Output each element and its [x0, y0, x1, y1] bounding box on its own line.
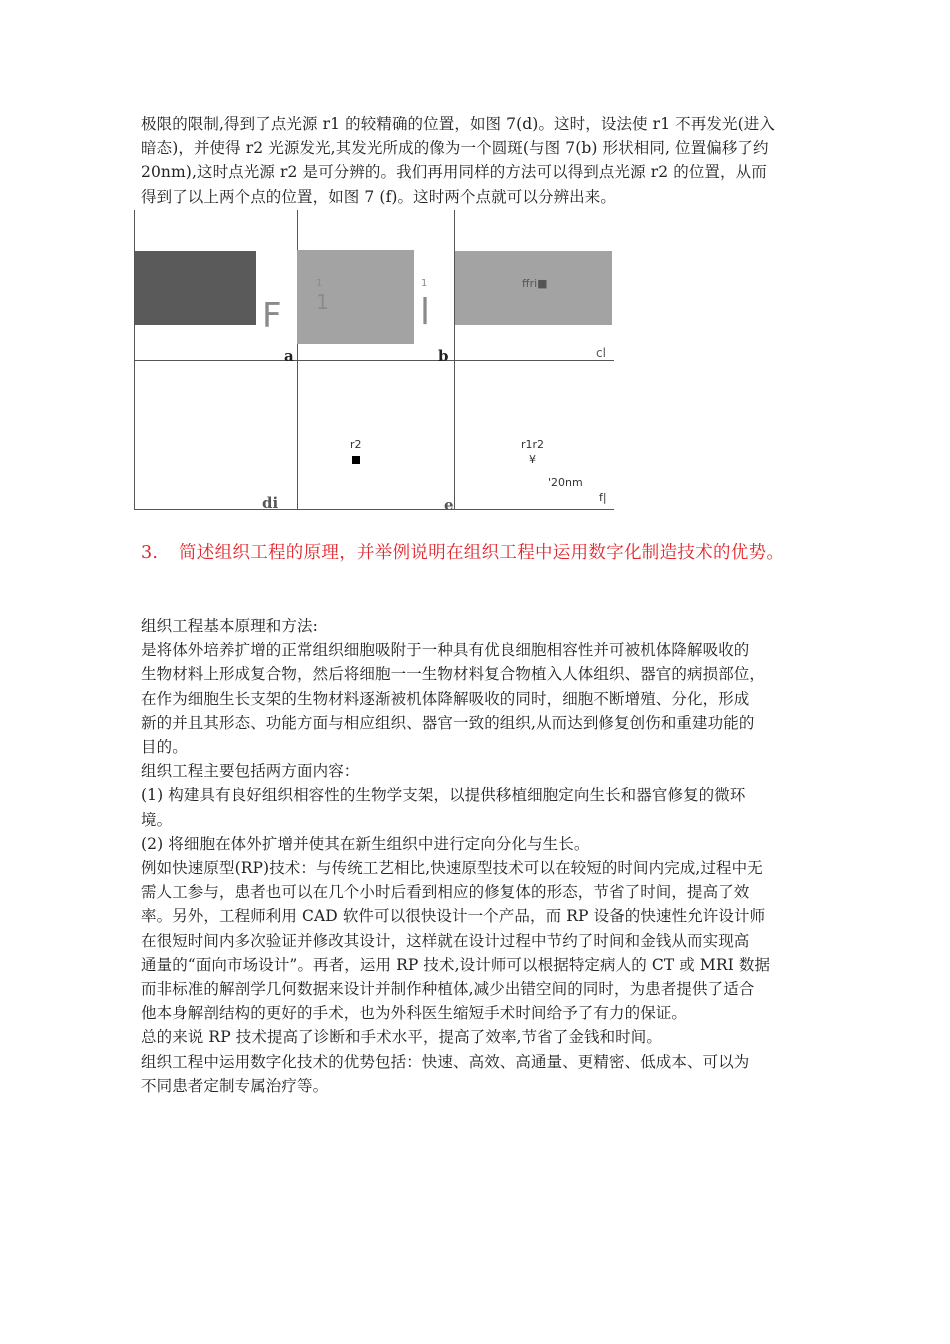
- text-line: 组织工程中运用数字化技术的优势包括：快速、高效、高通量、更精密、低成本、可以为: [141, 1052, 750, 1071]
- question-number: 3.: [141, 543, 159, 563]
- intro-paragraph: [141, 112, 813, 209]
- point-r2-marker: [352, 456, 360, 464]
- panel-b-large-label: 1: [316, 290, 329, 314]
- panel-f-distance-label: '20nm: [548, 476, 583, 489]
- grid-line: [134, 509, 614, 510]
- answer-body: [141, 614, 813, 1098]
- text-line: 在作为细胞生长支架的生物材料逐渐被机体降解吸收的同时，细胞不断增殖、分化，形成: [141, 689, 750, 708]
- panel-b-small-label: 1: [316, 278, 323, 289]
- figure-7-grid: [134, 210, 614, 514]
- text-line: 目的。: [141, 738, 188, 757]
- panel-a-label: a: [284, 347, 294, 365]
- panel-c-label: ffri■: [522, 277, 548, 290]
- panel-b-label: b: [438, 347, 449, 365]
- panel-e-point-label: r2: [350, 438, 362, 451]
- text-line: 需人工参与，患者也可以在几个小时后看到相应的修复体的形态，节省了时间，提高了效: [141, 883, 750, 902]
- panel-b-letter: l: [420, 292, 431, 333]
- text-line: 率。另外，工程师利用 CAD 软件可以很快设计一个产品，而 RP 设备的快速性允许设计师: [141, 907, 766, 926]
- question-heading: [141, 539, 784, 564]
- panel-d-label: di: [262, 494, 279, 512]
- panel-a-spot: [135, 251, 256, 325]
- text-line: 例如快速原型(RP)技术：与传统工艺相比,快速原型技术可以在较短的时间内完成,过程中无: [141, 859, 763, 878]
- panel-f-point-label: r1r2: [521, 438, 545, 451]
- panel-f-label: f|: [599, 491, 607, 504]
- text-line: 在很短时间内多次验证并修改其设计，这样就在设计过程中节约了时间和金钱从而实现高: [141, 931, 750, 950]
- text-line: 生物材料上形成复合物，然后将细胞一一生物材料复合物植入人体组织、器官的病损部位，: [141, 665, 766, 684]
- grid-line: [134, 360, 614, 361]
- text-line: 极限的限制,得到了点光源 r1 的较精确的位置，如图 7(d)。这时，设法使 r1 不再发光(进入: [141, 115, 775, 133]
- text-line: 暗态)，并使得 r2 光源发光,其发光所成的像为一个圆斑(与图 7(b) 形状相同, 位置偏移了约: [141, 139, 769, 158]
- question-text: 简述组织工程的原理，并举例说明在组织工程中运用数字化制造技术的优势。: [179, 543, 785, 563]
- panel-c-corner-label: cl: [596, 346, 606, 360]
- text-line: 不同患者定制专属治疗等。: [141, 1076, 329, 1095]
- panel-e-label: e: [444, 496, 454, 514]
- text-line: 通量的“面向市场设计”。再者，运用 RP 技术,设计师可以根据特定病人的 CT 或 MRI 数据: [141, 955, 771, 974]
- panel-a-letter: F: [262, 296, 282, 336]
- list-item: (1) 构建具有良好组织相容性的生物学支架，以提供移植细胞定向生长和器官修复的微环: [141, 786, 746, 805]
- panel-b-spot: [297, 250, 414, 344]
- list-item: (2) 将细胞在体外扩增并使其在新生组织中进行定向分化与生长。: [141, 834, 590, 853]
- text-line: 组织工程基本原理和方法:: [141, 617, 318, 635]
- text-line: 新的并且其形态、功能方面与相应组织、器官一致的组织,从而达到修复创伤和重建功能的: [141, 713, 755, 732]
- text-line: 是将体外培养扩增的正常组织细胞吸附于一种具有优良细胞相容性并可被机体降解吸收的: [141, 641, 750, 660]
- panel-f-mark: ¥: [529, 453, 536, 466]
- text-line: 他本身解剖结构的更好的手术，也为外科医生缩短手术时间给予了有力的保证。: [141, 1004, 688, 1023]
- text-line: 境。: [141, 810, 173, 829]
- text-line: 总的来说 RP 技术提高了诊断和手术水平，提高了效率,节省了金钱和时间。: [141, 1028, 662, 1047]
- panel-b-small-label-right: 1: [421, 278, 428, 289]
- text-line: 组织工程主要包括两方面内容：: [141, 762, 360, 781]
- text-line: 20nm),这时点光源 r2 是可分辨的。我们再用同样的方法可以得到点光源 r2 的位置，从而: [141, 163, 767, 182]
- text-line: 而非标准的解剖学几何数据来设计并制作种植体,减少出错空间的同时，为患者提供了适合: [141, 980, 755, 999]
- text-line: 得到了以上两个点的位置，如图 7 (f)。这时两个点就可以分辨出来。: [141, 187, 616, 206]
